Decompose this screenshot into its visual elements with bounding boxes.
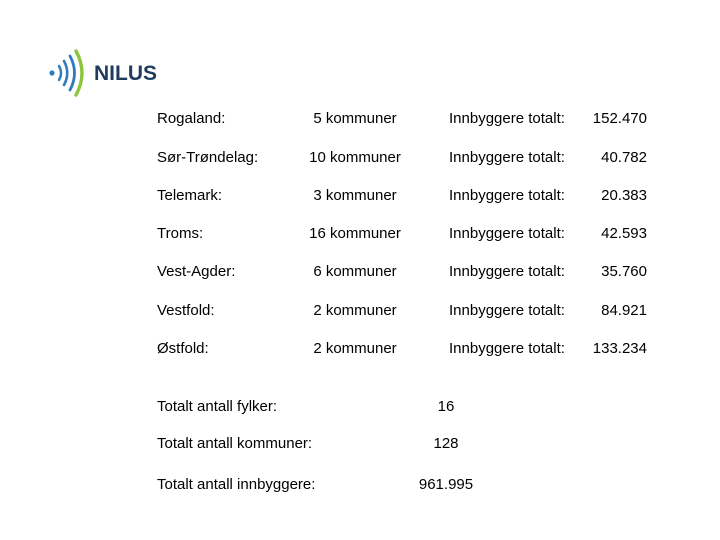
municipality-count: 3 kommuner — [313, 187, 397, 204]
county-name: Troms: — [157, 225, 204, 242]
population-value: 133.234 — [592, 340, 647, 357]
municipality-count: 5 kommuner — [313, 110, 397, 127]
logo-arc-1 — [59, 66, 61, 80]
population-value: 40.782 — [601, 149, 647, 166]
population-value: 20.383 — [601, 187, 647, 204]
population-label: Innbyggere totalt: — [449, 110, 565, 127]
logo-text: NILUS — [94, 62, 157, 85]
nilus-logo — [46, 46, 166, 100]
county-row — [0, 107, 720, 131]
county-name: Vest-Agder: — [157, 263, 236, 280]
county-name: Sør-Trøndelag: — [157, 149, 259, 166]
total-label: Totalt antall innbyggere: — [157, 476, 316, 493]
population-label: Innbyggere totalt: — [449, 302, 565, 319]
population-label: Innbyggere totalt: — [449, 149, 565, 166]
population-label: Innbyggere totalt: — [449, 263, 565, 280]
county-name: Vestfold: — [157, 302, 215, 319]
municipality-count: 6 kommuner — [313, 263, 397, 280]
county-name: Østfold: — [157, 340, 209, 357]
county-name: Telemark: — [157, 187, 223, 204]
county-row — [0, 146, 720, 170]
total-row — [0, 395, 720, 419]
total-value: 961.995 — [418, 476, 474, 493]
county-row — [0, 184, 720, 208]
municipality-count: 16 kommuner — [309, 225, 401, 242]
population-label: Innbyggere totalt: — [449, 187, 565, 204]
county-row — [0, 222, 720, 246]
logo-dot — [49, 70, 54, 75]
municipality-count: 10 kommuner — [309, 149, 401, 166]
logo-arc-4 — [76, 51, 82, 95]
population-label: Innbyggere totalt: — [449, 225, 565, 242]
population-label: Innbyggere totalt: — [449, 340, 565, 357]
municipality-count: 2 kommuner — [313, 302, 397, 319]
population-value: 42.593 — [601, 225, 647, 242]
population-value: 152.470 — [592, 110, 647, 127]
logo-arc-2 — [64, 61, 67, 85]
total-value: 128 — [433, 435, 459, 452]
total-value: 16 — [437, 398, 455, 415]
county-row — [0, 299, 720, 323]
population-value: 35.760 — [601, 263, 647, 280]
county-row — [0, 337, 720, 361]
population-value: 84.921 — [601, 302, 647, 319]
total-label: Totalt antall fylker: — [157, 398, 278, 415]
county-name: Rogaland: — [157, 110, 226, 127]
total-row — [0, 432, 720, 456]
county-row — [0, 260, 720, 284]
total-row — [0, 473, 720, 497]
municipality-count: 2 kommuner — [313, 340, 397, 357]
logo-arc-3 — [70, 56, 75, 90]
total-label: Totalt antall kommuner: — [157, 435, 313, 452]
